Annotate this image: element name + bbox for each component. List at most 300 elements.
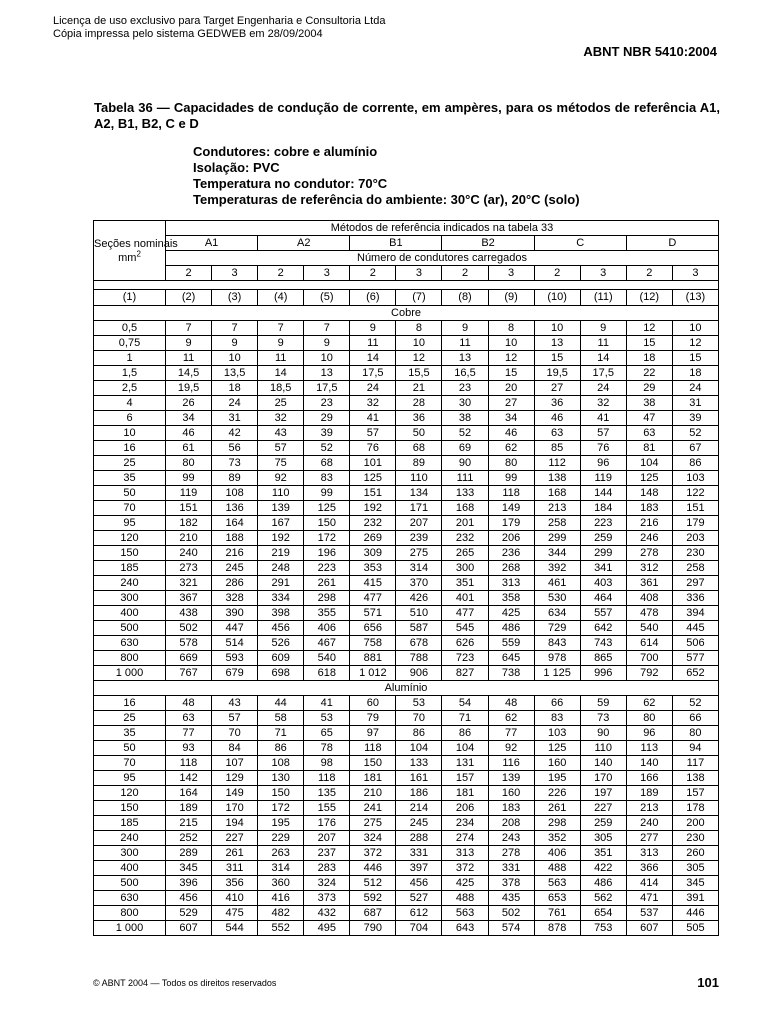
- capacity-cell: 654: [580, 906, 626, 921]
- capacity-cell: 312: [626, 561, 672, 576]
- capacity-cell: 446: [350, 861, 396, 876]
- capacity-cell: 415: [350, 576, 396, 591]
- capacity-cell: 645: [488, 651, 534, 666]
- capacity-cell: 283: [304, 861, 350, 876]
- capacity-cell: 11: [258, 351, 304, 366]
- conductor-count-header: 2: [534, 266, 580, 281]
- table-row: [94, 471, 719, 486]
- capacity-cell: 15: [534, 351, 580, 366]
- condition-conductor-temperature: Temperatura no condutor: 70°C: [193, 176, 388, 191]
- capacity-cell: 578: [166, 636, 212, 651]
- section-cell: 240: [94, 831, 166, 846]
- table-row: [94, 441, 719, 456]
- capacity-cell: 10: [672, 321, 718, 336]
- capacity-cell: 80: [626, 711, 672, 726]
- capacity-cell: 183: [488, 801, 534, 816]
- table-row: [94, 501, 719, 516]
- section-cell: 50: [94, 741, 166, 756]
- capacity-cell: 11: [350, 336, 396, 351]
- column-number: (1): [94, 290, 166, 306]
- capacity-cell: 22: [626, 366, 672, 381]
- table-row: [94, 756, 719, 771]
- capacity-cell: 20: [488, 381, 534, 396]
- capacity-cell: 544: [212, 921, 258, 936]
- capacity-cell: 67: [672, 441, 718, 456]
- capacity-cell: 135: [304, 786, 350, 801]
- capacity-cell: 179: [488, 516, 534, 531]
- capacity-cell: 86: [258, 741, 304, 756]
- capacity-cell: 259: [580, 816, 626, 831]
- column-number: (7): [396, 290, 442, 306]
- capacity-cell: 241: [350, 801, 396, 816]
- capacity-cell: 275: [396, 546, 442, 561]
- capacity-cell: 314: [396, 561, 442, 576]
- capacity-cell: 510: [396, 606, 442, 621]
- capacity-cell: 397: [396, 861, 442, 876]
- section-cell: 800: [94, 651, 166, 666]
- capacity-cell: 482: [258, 906, 304, 921]
- capacity-cell: 678: [396, 636, 442, 651]
- capacity-cell: 227: [212, 831, 258, 846]
- capacity-cell: 27: [534, 381, 580, 396]
- capacity-cell: 140: [580, 756, 626, 771]
- capacity-cell: 129: [212, 771, 258, 786]
- capacity-cell: 298: [304, 591, 350, 606]
- capacity-cell: 996: [580, 666, 626, 681]
- section-cell: 1,5: [94, 366, 166, 381]
- table-row: [94, 576, 719, 591]
- capacity-cell: 9: [258, 336, 304, 351]
- table-row: [94, 516, 719, 531]
- capacity-cell: 41: [350, 411, 396, 426]
- capacity-cell: 324: [350, 831, 396, 846]
- capacity-cell: 101: [350, 456, 396, 471]
- capacity-cell: 355: [304, 606, 350, 621]
- conductor-count-header: 3: [304, 266, 350, 281]
- section-cell: 300: [94, 846, 166, 861]
- capacity-cell: 19,5: [534, 366, 580, 381]
- capacity-cell: 38: [626, 396, 672, 411]
- capacity-cell: 234: [442, 816, 488, 831]
- capacity-cell: 170: [212, 801, 258, 816]
- capacity-cell: 86: [672, 456, 718, 471]
- section-cell: 16: [94, 696, 166, 711]
- capacity-cell: 260: [672, 846, 718, 861]
- capacity-cell: 540: [304, 651, 350, 666]
- capacity-cell: 103: [534, 726, 580, 741]
- capacity-cell: 157: [442, 771, 488, 786]
- capacity-cell: 642: [580, 621, 626, 636]
- capacity-cell: 232: [350, 516, 396, 531]
- capacity-cell: 78: [304, 741, 350, 756]
- capacity-cell: 207: [304, 831, 350, 846]
- method-header: A1: [166, 236, 258, 251]
- capacity-cell: 32: [350, 396, 396, 411]
- table-row: [94, 621, 719, 636]
- conductor-count-header: 2: [626, 266, 672, 281]
- table-row: [94, 666, 719, 681]
- table-caption: Tabela 36 — Capacidades de condução de corrente, em ampères, para os métodos de referência A1, A2, B1, B2, C e D: [94, 100, 720, 131]
- capacity-cell: 10: [212, 351, 258, 366]
- table-row: [94, 591, 719, 606]
- capacity-cell: 83: [304, 471, 350, 486]
- capacity-cell: 68: [304, 456, 350, 471]
- capacity-cell: 119: [580, 471, 626, 486]
- capacity-cell: 43: [258, 426, 304, 441]
- capacity-cell: 265: [442, 546, 488, 561]
- capacity-cell: 113: [626, 741, 672, 756]
- conductor-count-header: 3: [396, 266, 442, 281]
- capacity-cell: 593: [212, 651, 258, 666]
- capacity-cell: 788: [396, 651, 442, 666]
- capacity-cell: 182: [166, 516, 212, 531]
- capacity-cell: 12: [396, 351, 442, 366]
- capacity-cell: 80: [488, 456, 534, 471]
- capacity-cell: 24: [580, 381, 626, 396]
- section-cell: 25: [94, 456, 166, 471]
- section-cell: 2,5: [94, 381, 166, 396]
- capacity-cell: 843: [534, 636, 580, 651]
- table-row: [94, 366, 719, 381]
- capacity-cell: 401: [442, 591, 488, 606]
- capacity-cell: 13: [442, 351, 488, 366]
- capacity-cell: 29: [626, 381, 672, 396]
- capacity-cell: 259: [580, 531, 626, 546]
- capacity-cell: 214: [396, 801, 442, 816]
- capacity-cell: 57: [212, 711, 258, 726]
- section-cell: 95: [94, 771, 166, 786]
- capacity-cell: 456: [258, 621, 304, 636]
- capacity-cell: 1 012: [350, 666, 396, 681]
- sections-header-unit-exponent: 2: [136, 248, 141, 258]
- section-cell: 300: [94, 591, 166, 606]
- capacity-cell: 216: [212, 546, 258, 561]
- table-row: [94, 741, 719, 756]
- capacity-cell: 406: [534, 846, 580, 861]
- capacity-cell: 168: [534, 486, 580, 501]
- capacity-cell: 277: [626, 831, 672, 846]
- methods-header: Métodos de referência indicados na tabela 33: [166, 221, 719, 236]
- capacity-cell: 170: [580, 771, 626, 786]
- capacity-cell: 9: [442, 321, 488, 336]
- capacity-cell: 607: [166, 921, 212, 936]
- capacity-cell: 10: [396, 336, 442, 351]
- column-number: (13): [672, 290, 718, 306]
- capacity-cell: 313: [442, 846, 488, 861]
- capacity-cell: 486: [580, 876, 626, 891]
- capacity-cell: 378: [488, 876, 534, 891]
- capacity-cell: 229: [258, 831, 304, 846]
- capacity-cell: 92: [488, 741, 534, 756]
- capacity-cell: 196: [304, 546, 350, 561]
- capacity-cell: 1 125: [534, 666, 580, 681]
- capacity-cell: 529: [166, 906, 212, 921]
- capacity-cell: 201: [442, 516, 488, 531]
- capacity-cell: 71: [442, 711, 488, 726]
- capacity-cell: 370: [396, 576, 442, 591]
- capacity-cell: 563: [534, 876, 580, 891]
- method-header: B1: [350, 236, 442, 251]
- section-cell: 500: [94, 621, 166, 636]
- capacity-cell: 31: [212, 411, 258, 426]
- capacity-cell: 334: [258, 591, 304, 606]
- table-row: [94, 561, 719, 576]
- capacity-cell: 28: [396, 396, 442, 411]
- capacity-cell: 273: [166, 561, 212, 576]
- capacity-cell: 537: [626, 906, 672, 921]
- capacity-cell: 148: [626, 486, 672, 501]
- capacity-cell: 86: [396, 726, 442, 741]
- capacity-cell: 239: [396, 531, 442, 546]
- capacity-cell: 467: [304, 636, 350, 651]
- capacity-cell: 314: [258, 861, 304, 876]
- capacity-cell: 653: [534, 891, 580, 906]
- capacity-cell: 186: [396, 786, 442, 801]
- table-row: [94, 486, 719, 501]
- capacity-cell: 139: [258, 501, 304, 516]
- capacity-cell: 36: [396, 411, 442, 426]
- capacity-cell: 372: [442, 861, 488, 876]
- capacity-cell: 571: [350, 606, 396, 621]
- capacity-cell: 352: [534, 831, 580, 846]
- capacity-cell: 125: [534, 741, 580, 756]
- capacity-cell: 438: [166, 606, 212, 621]
- capacity-cell: 112: [534, 456, 580, 471]
- column-number: (11): [580, 290, 626, 306]
- section-cell: 630: [94, 636, 166, 651]
- section-cell: 1 000: [94, 666, 166, 681]
- table-row: [94, 816, 719, 831]
- capacity-cell: 96: [626, 726, 672, 741]
- capacity-cell: 150: [258, 786, 304, 801]
- capacity-cell: 179: [672, 516, 718, 531]
- capacity-cell: 77: [488, 726, 534, 741]
- capacity-cell: 341: [580, 561, 626, 576]
- capacity-cell: 86: [442, 726, 488, 741]
- capacity-cell: 89: [212, 471, 258, 486]
- table-row: [94, 336, 719, 351]
- section-cell: 185: [94, 561, 166, 576]
- capacity-cell: 408: [626, 591, 672, 606]
- capacity-cell: 7: [258, 321, 304, 336]
- capacity-cell: 200: [672, 816, 718, 831]
- capacity-cell: 432: [304, 906, 350, 921]
- capacity-cell: 392: [534, 561, 580, 576]
- capacity-cell: 96: [580, 456, 626, 471]
- capacity-cell: 486: [488, 621, 534, 636]
- capacity-cell: 52: [672, 696, 718, 711]
- capacity-cell: 66: [672, 711, 718, 726]
- capacity-cell: 79: [350, 711, 396, 726]
- capacity-cell: 792: [626, 666, 672, 681]
- capacity-cell: 94: [672, 741, 718, 756]
- capacity-cell: 164: [166, 786, 212, 801]
- capacity-cell: 80: [672, 726, 718, 741]
- capacity-cell: 372: [350, 846, 396, 861]
- capacity-cell: 97: [350, 726, 396, 741]
- method-header: D: [626, 236, 718, 251]
- capacity-cell: 93: [166, 741, 212, 756]
- section-cell: 0,75: [94, 336, 166, 351]
- capacity-cell: 39: [304, 426, 350, 441]
- conductor-count-header: 3: [488, 266, 534, 281]
- table-row: [94, 636, 719, 651]
- capacity-cell: 57: [350, 426, 396, 441]
- capacity-cell: 248: [258, 561, 304, 576]
- table-row: [94, 696, 719, 711]
- capacity-cell: 530: [534, 591, 580, 606]
- capacity-cell: 116: [488, 756, 534, 771]
- capacity-cell: 46: [534, 411, 580, 426]
- capacity-cell: 612: [396, 906, 442, 921]
- capacity-cell: 240: [166, 546, 212, 561]
- capacity-cell: 17,5: [304, 381, 350, 396]
- capacity-cell: 488: [442, 891, 488, 906]
- capacity-cell: 207: [396, 516, 442, 531]
- capacity-cell: 540: [626, 621, 672, 636]
- table-row: [94, 426, 719, 441]
- capacity-cell: 634: [534, 606, 580, 621]
- capacity-cell: 63: [166, 711, 212, 726]
- capacity-cell: 278: [626, 546, 672, 561]
- capacity-cell: 263: [258, 846, 304, 861]
- capacity-cell: 47: [626, 411, 672, 426]
- capacity-cell: 136: [212, 501, 258, 516]
- capacity-cell: 172: [258, 801, 304, 816]
- capacity-cell: 9: [580, 321, 626, 336]
- capacity-cell: 15: [488, 366, 534, 381]
- section-cell: 185: [94, 816, 166, 831]
- capacity-cell: 230: [672, 831, 718, 846]
- material-group-label: Cobre: [94, 306, 719, 321]
- capacity-cell: 18: [626, 351, 672, 366]
- capacity-cell: 43: [212, 696, 258, 711]
- capacity-cell: 133: [396, 756, 442, 771]
- table-row: [94, 876, 719, 891]
- capacity-cell: 195: [258, 816, 304, 831]
- capacity-cell: 18,5: [258, 381, 304, 396]
- capacity-cell: 46: [166, 426, 212, 441]
- table-row: [94, 771, 719, 786]
- section-cell: 35: [94, 471, 166, 486]
- capacity-cell: 753: [580, 921, 626, 936]
- section-cell: 16: [94, 441, 166, 456]
- capacity-cell: 14,5: [166, 366, 212, 381]
- capacity-cell: 743: [580, 636, 626, 651]
- capacity-cell: 99: [304, 486, 350, 501]
- capacity-cell: 104: [442, 741, 488, 756]
- capacity-cell: 878: [534, 921, 580, 936]
- capacity-cell: 142: [166, 771, 212, 786]
- table-row: [94, 351, 719, 366]
- capacity-cell: 208: [488, 816, 534, 831]
- capacity-cell: 210: [166, 531, 212, 546]
- section-cell: 25: [94, 711, 166, 726]
- capacity-cell: 53: [396, 696, 442, 711]
- table-row: [94, 531, 719, 546]
- capacity-cell: 118: [350, 741, 396, 756]
- capacity-cell: 16,5: [442, 366, 488, 381]
- capacity-cell: 425: [488, 606, 534, 621]
- capacity-cell: 456: [396, 876, 442, 891]
- capacity-cell: 10: [488, 336, 534, 351]
- capacity-cell: 12: [488, 351, 534, 366]
- conditions-block: [193, 144, 580, 208]
- table-row: [94, 396, 719, 411]
- capacity-cell: 563: [442, 906, 488, 921]
- table-row: [94, 861, 719, 876]
- section-cell: 95: [94, 516, 166, 531]
- section-cell: 240: [94, 576, 166, 591]
- capacity-cell: 738: [488, 666, 534, 681]
- capacity-cell: 13: [304, 366, 350, 381]
- capacity-cell: 23: [304, 396, 350, 411]
- capacity-cell: 140: [626, 756, 672, 771]
- capacity-cell: 107: [212, 756, 258, 771]
- capacity-cell: 252: [166, 831, 212, 846]
- capacity-cell: 261: [534, 801, 580, 816]
- capacity-cell: 62: [488, 441, 534, 456]
- capacity-cell: 188: [212, 531, 258, 546]
- capacity-cell: 446: [672, 906, 718, 921]
- capacity-cell: 164: [212, 516, 258, 531]
- capacity-cell: 90: [442, 456, 488, 471]
- capacity-cell: 68: [396, 441, 442, 456]
- capacity-cell: 704: [396, 921, 442, 936]
- column-number: (4): [258, 290, 304, 306]
- conductor-count-header: 2: [442, 266, 488, 281]
- capacity-cell: 26: [166, 396, 212, 411]
- capacity-cell: 8: [396, 321, 442, 336]
- capacity-cell: 10: [304, 351, 350, 366]
- capacity-cell: 761: [534, 906, 580, 921]
- capacity-cell: 111: [442, 471, 488, 486]
- capacity-cell: 502: [488, 906, 534, 921]
- capacity-cell: 461: [534, 576, 580, 591]
- column-number: (5): [304, 290, 350, 306]
- table-row: [94, 321, 719, 336]
- section-cell: 1: [94, 351, 166, 366]
- capacity-cell: 245: [212, 561, 258, 576]
- capacity-cell: 12: [672, 336, 718, 351]
- table-row: [94, 411, 719, 426]
- capacity-cell: 44: [258, 696, 304, 711]
- capacity-cell: 456: [166, 891, 212, 906]
- capacity-cell: 286: [212, 576, 258, 591]
- capacity-cell: 62: [488, 711, 534, 726]
- capacity-cell: 336: [672, 591, 718, 606]
- capacity-cell: 14: [258, 366, 304, 381]
- capacity-cell: 445: [672, 621, 718, 636]
- capacity-cell: 557: [580, 606, 626, 621]
- capacity-cell: 73: [212, 456, 258, 471]
- table-row: [94, 921, 719, 936]
- capacity-cell: 23: [442, 381, 488, 396]
- capacity-cell: 574: [488, 921, 534, 936]
- standard-code: ABNT NBR 5410:2004: [583, 44, 717, 59]
- capacity-cell: 258: [534, 516, 580, 531]
- capacity-cell: 90: [580, 726, 626, 741]
- column-number: (9): [488, 290, 534, 306]
- capacity-cell: 171: [396, 501, 442, 516]
- capacity-cell: 865: [580, 651, 626, 666]
- capacity-cell: 29: [304, 411, 350, 426]
- capacity-cell: 108: [258, 756, 304, 771]
- capacity-cell: 41: [304, 696, 350, 711]
- conductors-header: Número de condutores carregados: [166, 251, 719, 266]
- section-cell: 1 000: [94, 921, 166, 936]
- capacity-cell: 34: [166, 411, 212, 426]
